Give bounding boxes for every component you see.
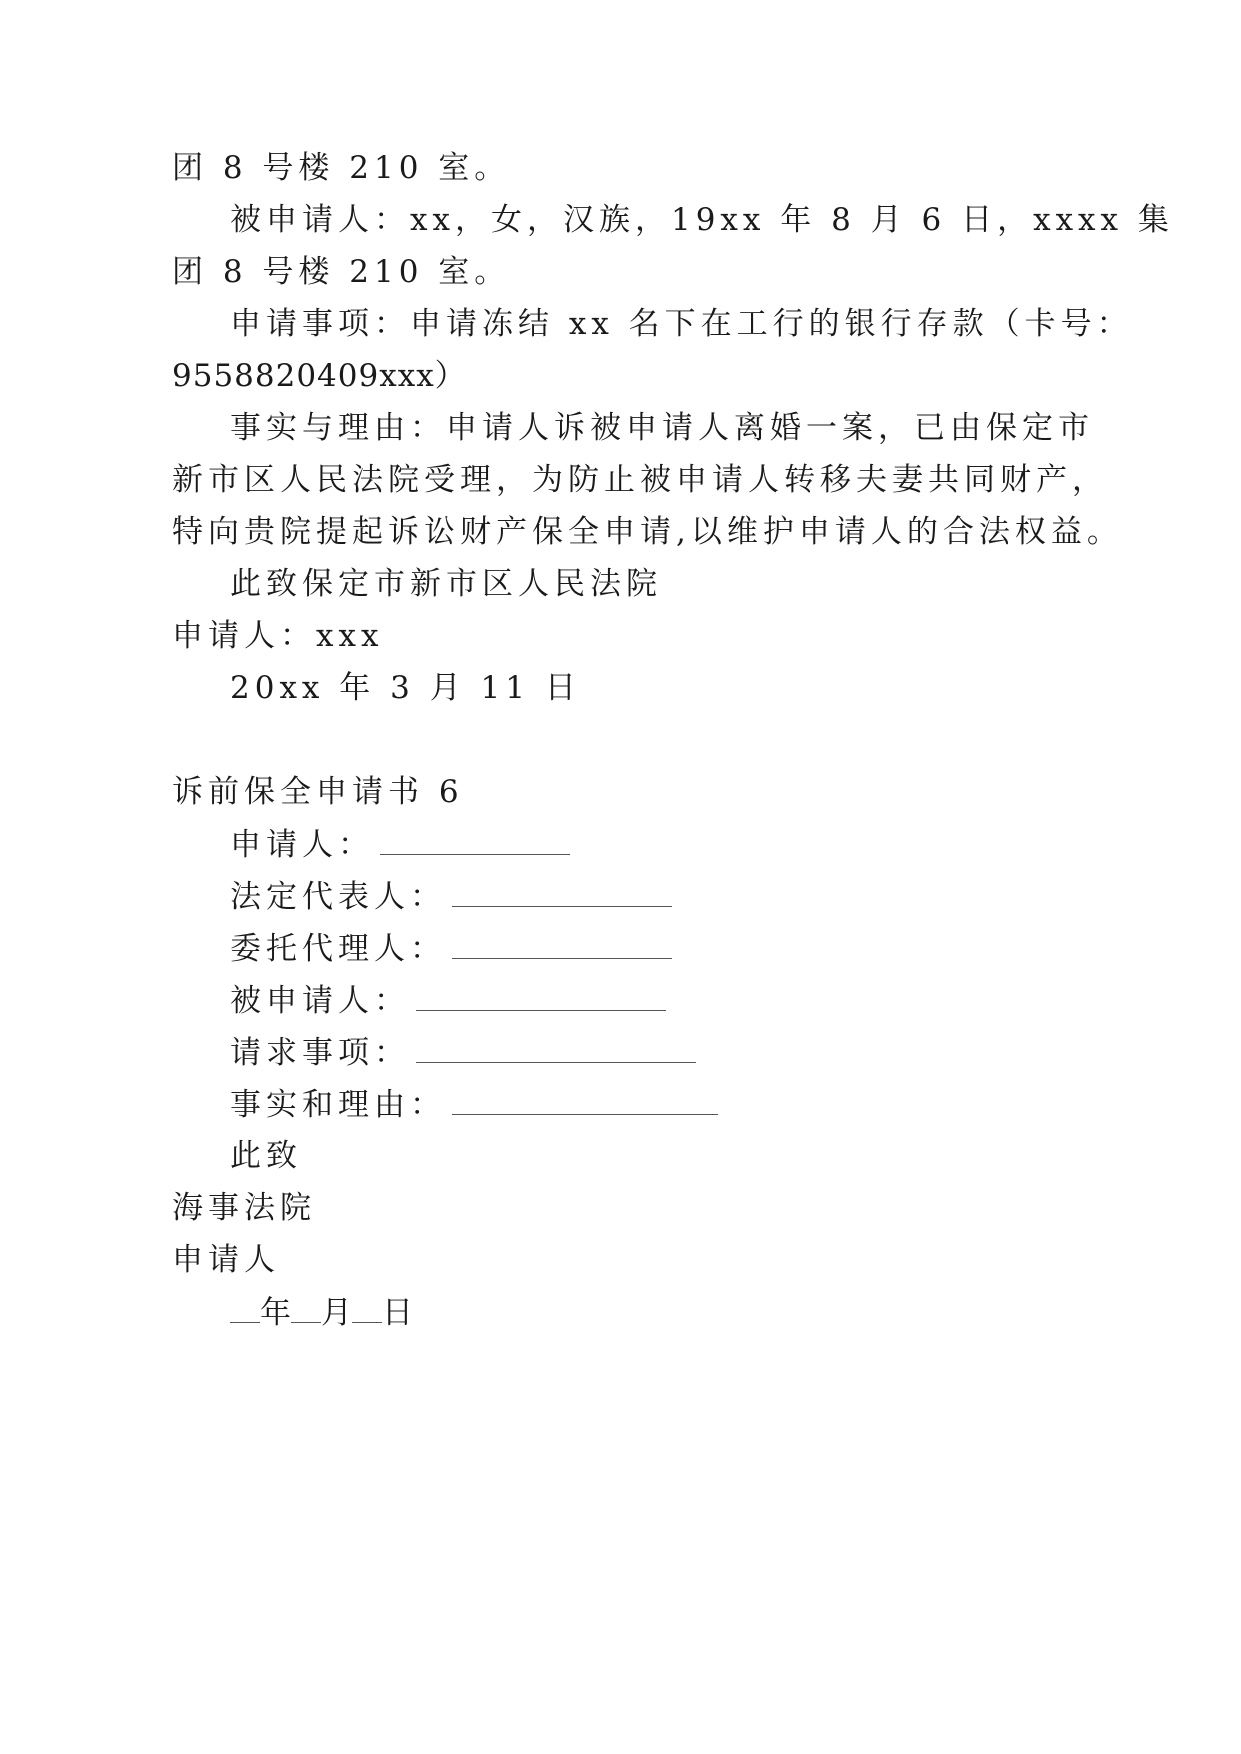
respondent-address: 团 8 号楼 210 室。	[172, 254, 511, 290]
facts-line-2: 新市区人民法院受理，为防止被申请人转移夫妻共同财产，	[172, 462, 1108, 498]
respondent-blank[interactable]	[416, 980, 666, 1011]
respondent-field	[230, 980, 666, 1021]
card-number: 9558820409xxx）	[172, 358, 467, 394]
facts-label: 事实和理由：	[230, 1087, 446, 1123]
facts-line-1: 事实与理由：申请人诉被申请人离婚一案，已由保定市	[230, 410, 1094, 446]
application-matter: 申请事项：申请冻结 xx 名下在工行的银行存款（卡号：	[230, 306, 1133, 342]
form-date	[230, 1292, 413, 1333]
legal-rep-label: 法定代表人：	[230, 879, 446, 915]
claims-field	[230, 1032, 696, 1073]
applicant-blank[interactable]	[380, 824, 570, 855]
facts-field	[230, 1084, 718, 1125]
facts-line-3: 特向贵院提起诉讼财产保全申请,以维护申请人的合法权益。	[172, 514, 1123, 550]
facts-blank[interactable]	[452, 1084, 718, 1115]
legal-rep-field	[230, 876, 672, 917]
application-date: 20xx 年 3 月 11 日	[230, 670, 581, 706]
respondent-line: 被申请人：xx，女，汉族，19xx 年 8 月 6 日，xxxx 集	[230, 202, 1174, 238]
form-signature: 申请人	[172, 1242, 280, 1278]
address-continuation: 团 8 号楼 210 室。	[172, 150, 511, 186]
form-court: 海事法院	[172, 1190, 316, 1226]
day-label: 日	[382, 1295, 413, 1331]
claims-label: 请求事项：	[230, 1035, 410, 1071]
applicant-field	[230, 824, 570, 865]
applicant-signature: 申请人：xxx	[172, 618, 384, 654]
agent-field	[230, 928, 672, 969]
salutation-court: 此致保定市新市区人民法院	[230, 566, 662, 602]
claims-blank[interactable]	[416, 1032, 696, 1063]
form-salutation: 此致	[230, 1138, 302, 1174]
year-label: 年	[260, 1295, 291, 1331]
year-blank[interactable]	[230, 1292, 260, 1323]
agent-blank[interactable]	[452, 928, 672, 959]
legal-rep-blank[interactable]	[452, 876, 672, 907]
form-title: 诉前保全申请书 6	[172, 774, 464, 810]
agent-label: 委托代理人：	[230, 931, 446, 967]
day-blank[interactable]	[352, 1292, 382, 1323]
month-blank[interactable]	[291, 1292, 321, 1323]
applicant-label: 申请人：	[230, 827, 374, 863]
month-label: 月	[321, 1295, 352, 1331]
respondent-label: 被申请人：	[230, 983, 410, 1019]
